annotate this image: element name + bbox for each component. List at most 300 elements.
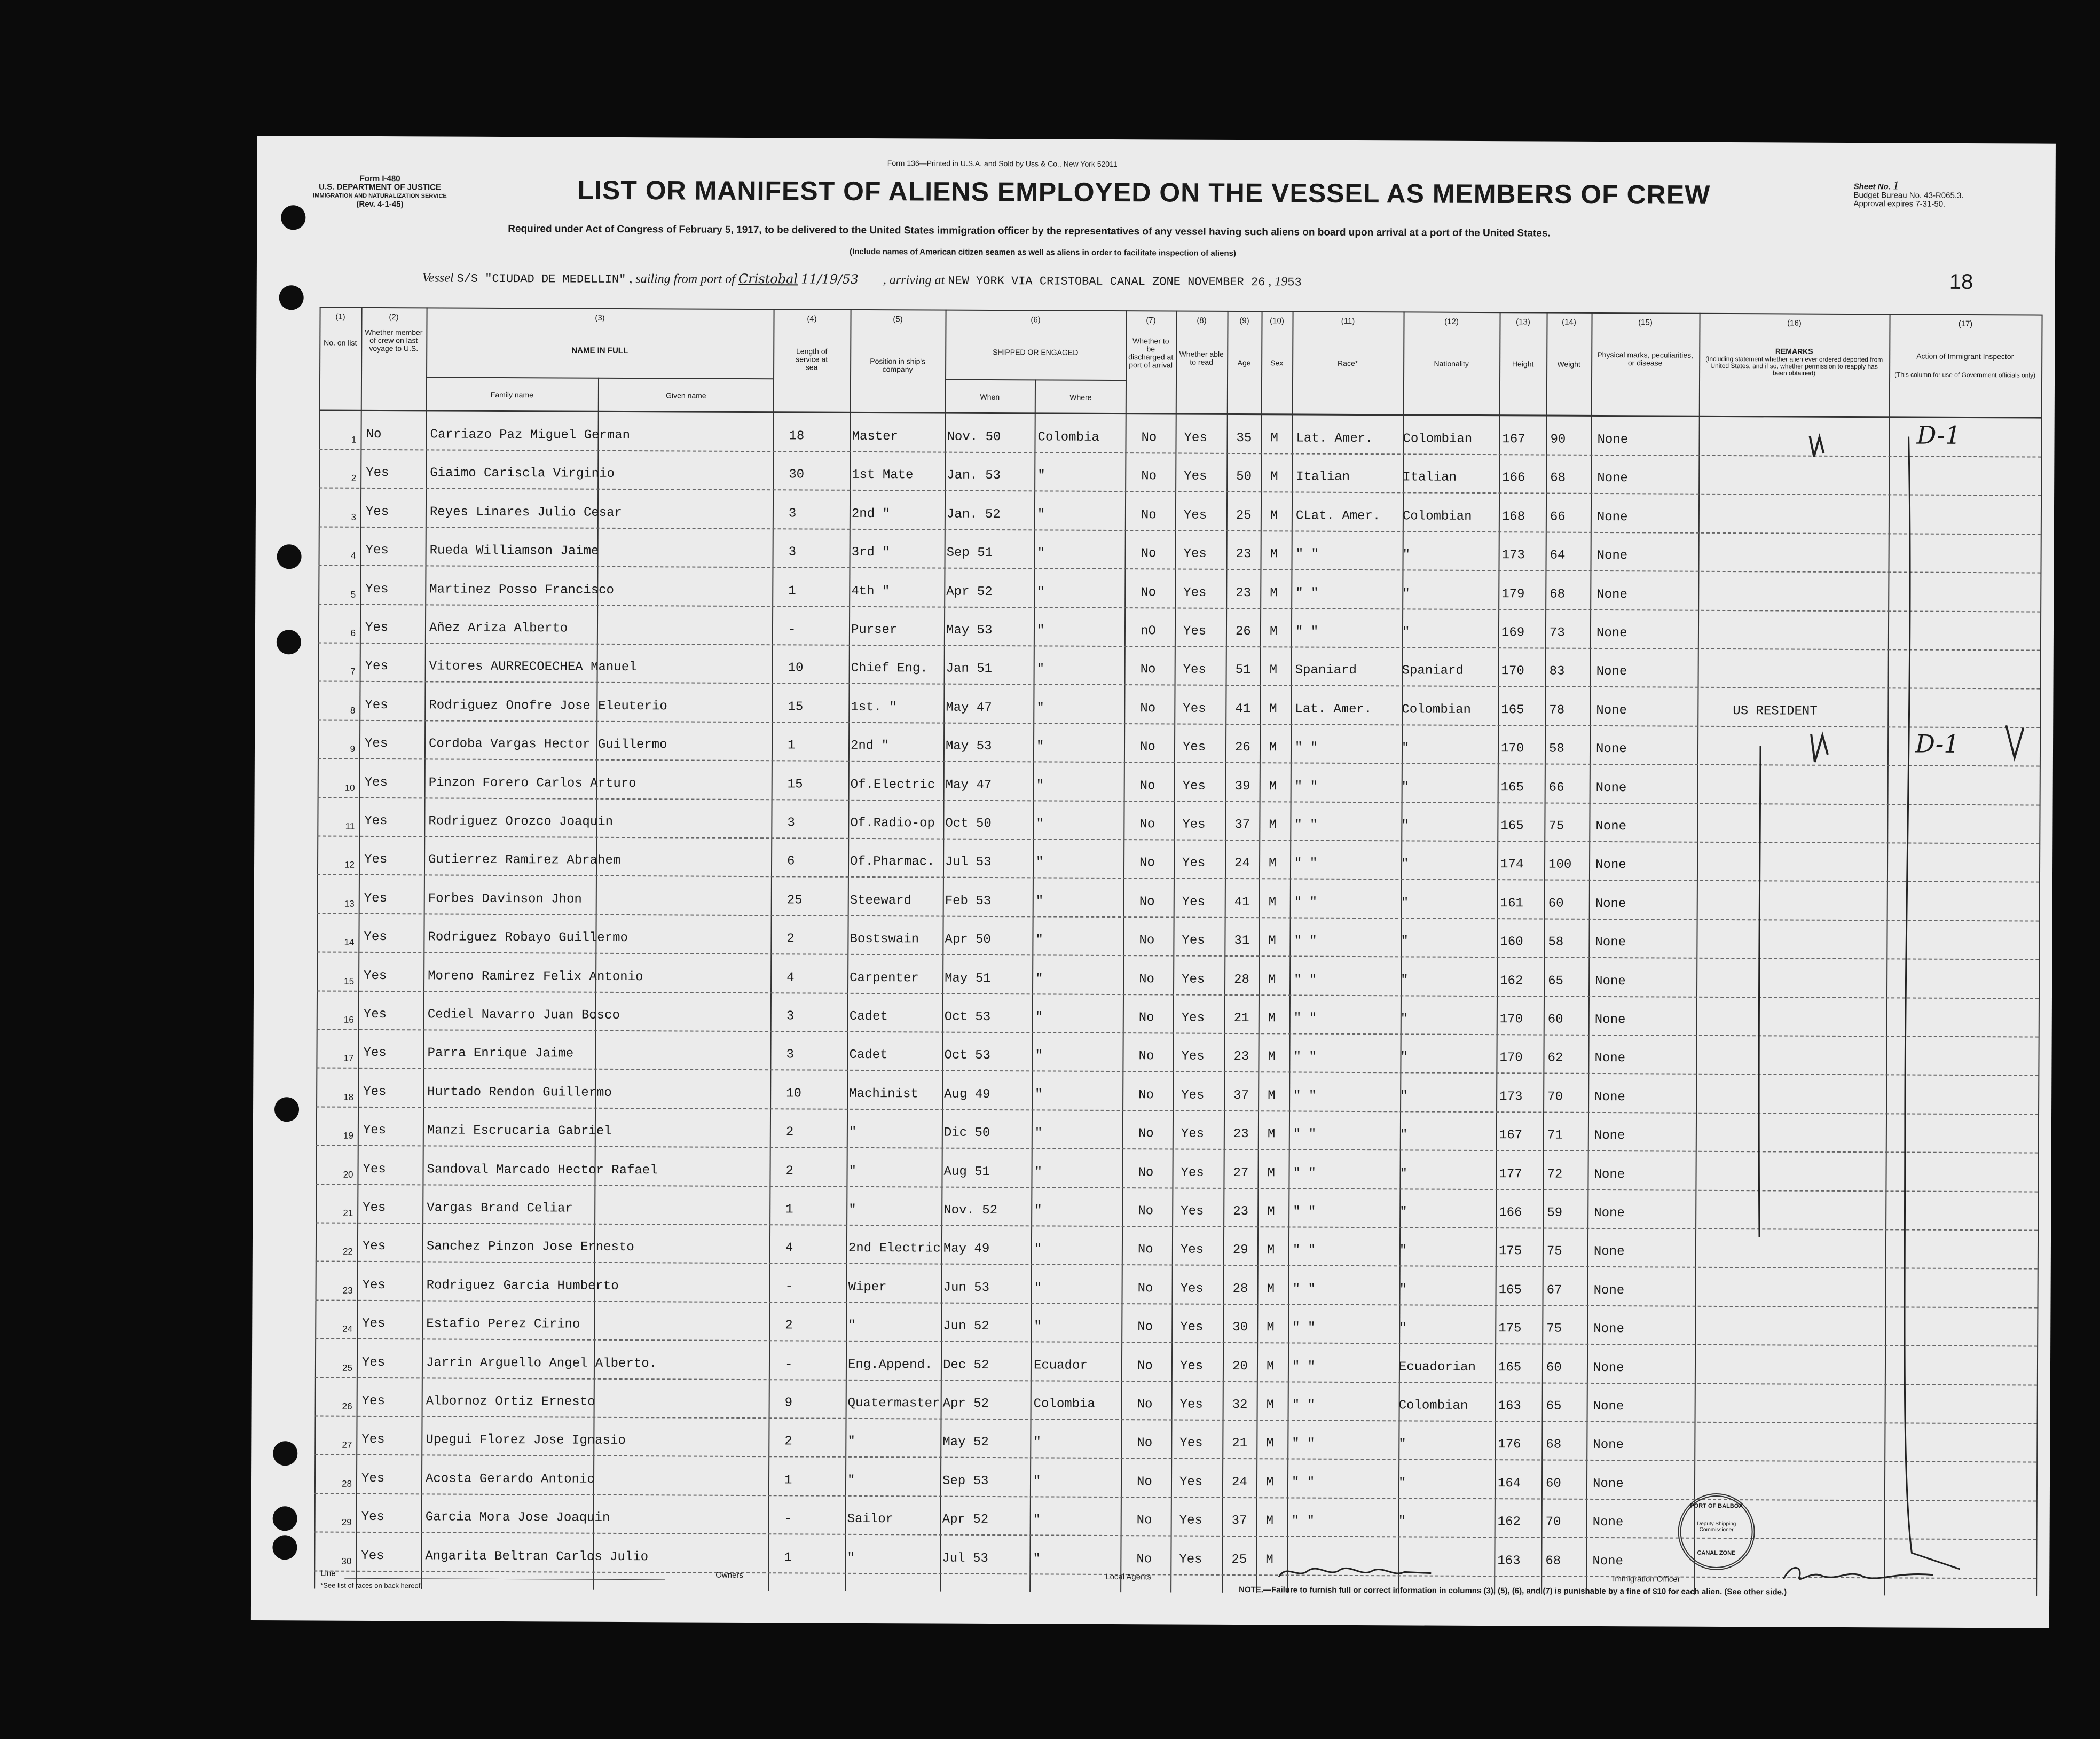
cell-age: 50 (1236, 469, 1252, 484)
manifest-sheet (251, 136, 2056, 1628)
cell-service: 3 (787, 816, 795, 831)
cell-sex: M (1266, 1398, 1275, 1413)
cell-discharged: No (1139, 856, 1155, 871)
cell-nationality: " (1399, 1282, 1407, 1297)
vessel-name: S/S "CIUDAD DE MEDELLIN" (457, 272, 626, 287)
cell-race: CLat. Amer. (1295, 508, 1381, 523)
cell-marks: None (1595, 780, 1627, 795)
page-title: LIST OR MANIFEST OF ALIENS EMPLOYED ON THE VESSEL AS MEMBERS OF CREW (577, 175, 1711, 210)
cell-when: Sep 53 (942, 1474, 989, 1489)
cell-height: 165 (1500, 780, 1524, 795)
punch-hole (277, 630, 301, 654)
officer-signature (1778, 1560, 1938, 1587)
cell-read: Yes (1183, 508, 1207, 523)
cell-where: " (1033, 1474, 1041, 1489)
row-number: 23 (342, 1285, 353, 1296)
cell-marks: None (1594, 1012, 1626, 1028)
cell-race: " " (1292, 1320, 1316, 1335)
cell-position: Quatermaster (847, 1396, 940, 1411)
cell-read: Yes (1184, 430, 1207, 445)
cell-discharged: No (1139, 778, 1155, 793)
cell-discharged: No (1137, 1358, 1153, 1373)
cell-service: 25 (786, 893, 803, 908)
row-number: 21 (343, 1208, 353, 1218)
cell-discharged: No (1139, 933, 1155, 948)
cell-discharged: No (1137, 1436, 1153, 1451)
cell-race: " " (1294, 973, 1317, 988)
cell-sex: M (1267, 1204, 1275, 1219)
cell-where: " (1035, 1010, 1043, 1025)
cell-when: May 52 (942, 1435, 989, 1450)
cell-discharged: No (1137, 1242, 1153, 1257)
budget-bureau: Budget Bureau No. 43-R065.3. (1853, 191, 1964, 200)
cell-where: " (1033, 1551, 1041, 1566)
cell-nationality: " (1400, 1050, 1408, 1065)
cell-race: " " (1292, 1398, 1315, 1413)
cell-when: Nov. 50 (947, 429, 1001, 445)
cell-weight: 60 (1546, 1360, 1562, 1375)
cell-weight: 71 (1547, 1128, 1563, 1143)
cell-service: - (784, 1511, 792, 1526)
cell-read: Yes (1180, 1320, 1204, 1335)
cell-sex: M (1270, 508, 1278, 523)
row-number: 8 (350, 705, 356, 716)
cell-last: Yes (361, 1355, 386, 1370)
cell-marks: None (1596, 549, 1628, 563)
row-number: 14 (344, 937, 355, 947)
cell-race: " " (1291, 1514, 1315, 1529)
cell-last: Yes (361, 1432, 385, 1447)
col-num-5: (5) (893, 315, 903, 324)
cell-marks: None (1593, 1322, 1624, 1337)
cell-marks: None (1594, 1129, 1625, 1143)
cell-where: " (1036, 739, 1044, 754)
cell-service: 3 (786, 1009, 795, 1024)
cell-weight: 59 (1547, 1205, 1563, 1220)
row-number: 12 (344, 860, 355, 871)
cell-when: May 53 (945, 739, 992, 754)
cell-read: Yes (1181, 1204, 1204, 1219)
cell-marks: None (1595, 858, 1626, 873)
cell-race: " " (1295, 624, 1319, 639)
cell-sex: M (1267, 1320, 1275, 1335)
cell-sex: M (1270, 547, 1278, 562)
form-identification (294, 174, 465, 209)
name-subheader-rule (426, 377, 773, 379)
cell-read: Yes (1180, 1281, 1204, 1296)
cell-weight: 70 (1547, 1090, 1563, 1104)
cell-where: " (1037, 468, 1045, 483)
col-head-age: Age (1237, 358, 1251, 367)
cell-discharged: No (1137, 1281, 1153, 1296)
cell-marks: None (1595, 974, 1626, 989)
row-number: 24 (342, 1323, 353, 1334)
cell-where: Colombia (1037, 430, 1099, 445)
service: IMMIGRATION AND NATURALIZATION SERVICE (313, 192, 447, 200)
cell-name: Gutierrez Ramirez Abrahem (428, 852, 621, 868)
cell-height: 168 (1501, 509, 1525, 524)
col-head-action-sub: (This column for use of Government officials only) (1894, 371, 2036, 379)
cell-service: 2 (786, 931, 795, 946)
cell-discharged: No (1136, 1513, 1152, 1528)
cell-name: Rueda Williamson Jaime (429, 543, 599, 559)
col-head-race: Race* (1338, 358, 1358, 367)
cell-nationality: " (1401, 857, 1409, 872)
cell-race: " " (1294, 934, 1317, 949)
cell-height: 174 (1500, 857, 1524, 872)
cell-read: Yes (1182, 895, 1206, 910)
cell-read: Yes (1179, 1359, 1204, 1374)
cell-service: 2 (784, 1434, 792, 1449)
cell-when: Dic 50 (943, 1125, 990, 1141)
cell-when: Oct 53 (944, 1048, 990, 1063)
cell-discharged: No (1138, 1126, 1154, 1141)
cell-height: 179 (1501, 586, 1525, 601)
year-prefix: , 19 (1268, 275, 1288, 289)
cell-weight: 75 (1546, 1321, 1562, 1336)
cell-name: Manzi Escrucaria Gabriel (427, 1123, 612, 1139)
cell-weight: 60 (1547, 1012, 1563, 1027)
cell-position: 4th " (851, 584, 890, 599)
cell-service: 6 (787, 854, 795, 869)
cell-when: Nov. 52 (943, 1203, 998, 1218)
cell-height: 165 (1498, 1360, 1522, 1375)
col-num-4: (4) (807, 314, 817, 324)
cell-when: Dec 52 (942, 1358, 989, 1373)
row-number: 7 (350, 667, 356, 677)
cell-age: 31 (1234, 934, 1250, 949)
cell-nationality: " (1399, 1243, 1407, 1258)
cell-service: 15 (788, 700, 804, 715)
cell-sex: M (1269, 779, 1277, 794)
cell-name: Rodriguez Robayo Guillermo (428, 930, 628, 946)
cell-weight: 60 (1545, 1476, 1561, 1491)
cell-marks: None (1595, 742, 1627, 757)
cell-height: 165 (1501, 702, 1524, 718)
cell-when: Jan. 52 (946, 507, 1001, 522)
cell-read: Yes (1183, 546, 1207, 561)
cell-service: 4 (786, 970, 795, 985)
cell-when: Jan 51 (946, 662, 993, 677)
cell-where: " (1033, 1513, 1041, 1528)
cell-sex: M (1268, 895, 1277, 910)
cell-last: Yes (364, 775, 388, 790)
col-head-no: No. on list (324, 338, 357, 347)
cell-position: Of.Pharmac. (850, 855, 935, 870)
race-footnote: *See list of races on back hereof. (320, 1581, 422, 1590)
stamp-line: PORT OF BALBOA (1690, 1502, 1743, 1510)
cell-age: 41 (1235, 701, 1251, 716)
cell-where: " (1035, 971, 1043, 986)
cell-sex: M (1265, 1552, 1273, 1567)
cell-position: 1st Mate (852, 468, 914, 483)
cell-last: Yes (361, 1471, 385, 1486)
cell-weight: 90 (1550, 432, 1566, 447)
cell-nationality: Colombian (1402, 509, 1472, 524)
col-head-remarks-sub: (Including statement whether alien ever ordered deported from United States, and if so, whether permission to reapply has been obtained) (1705, 355, 1883, 377)
cell-race: " " (1293, 1166, 1316, 1181)
col-num-15: (15) (1638, 318, 1653, 327)
cell-when: Apr 52 (942, 1512, 989, 1528)
cell-age: 25 (1236, 508, 1252, 523)
cell-last: Yes (363, 1123, 387, 1138)
cell-where: " (1037, 507, 1045, 522)
cell-where: " (1036, 817, 1044, 832)
cell-marks: None (1596, 625, 1627, 641)
cell-height: 161 (1500, 896, 1524, 911)
cell-read: Yes (1179, 1436, 1203, 1451)
inspector-mark: D-1 (1915, 729, 1960, 758)
cell-name: Rodriguez Garcia Humberto (426, 1278, 619, 1294)
cell-discharged: No (1141, 508, 1157, 523)
cell-last: Yes (363, 1162, 386, 1177)
col-head-position: Position in ship's company (870, 357, 926, 374)
cell-weight: 64 (1550, 548, 1566, 563)
sheet-label: Sheet No. (1853, 182, 1891, 192)
cell-read: Yes (1181, 1010, 1205, 1025)
row-number: 5 (350, 589, 356, 600)
cell-position: 2nd Electric (848, 1241, 941, 1256)
row-number: 1 (351, 434, 357, 445)
cell-marks: None (1593, 1283, 1625, 1298)
row-number: 27 (342, 1440, 352, 1451)
inspector-mark: D-1 (1916, 420, 1961, 450)
cell-where: " (1036, 623, 1045, 638)
cell-age: 35 (1236, 431, 1252, 446)
row-number: 4 (351, 550, 356, 561)
cell-race: Spaniard (1295, 663, 1357, 678)
col-num-10: (10) (1270, 316, 1284, 326)
cell-age: 26 (1235, 624, 1251, 639)
cell-weight: 66 (1550, 510, 1566, 524)
cell-service: 2 (785, 1125, 794, 1140)
cell-name: Cordoba Vargas Hector Guillermo (428, 737, 667, 753)
cell-service: 30 (789, 467, 805, 482)
cell-name: Rodriguez Onofre Jose Eleuterio (429, 698, 667, 714)
cell-name: Garcia Mora Jose Joaquin (425, 1510, 610, 1526)
cell-weight: 83 (1549, 664, 1565, 679)
col-num-6: (6) (1031, 315, 1041, 325)
cell-marks: None (1593, 1399, 1624, 1414)
cell-nationality: " (1399, 1166, 1408, 1181)
cell-service: 1 (784, 1473, 792, 1488)
cell-where: " (1036, 778, 1044, 793)
cell-age: 24 (1231, 1475, 1247, 1490)
cell-height: 177 (1499, 1166, 1522, 1181)
cell-height: 167 (1499, 1128, 1523, 1143)
cell-where: " (1036, 662, 1045, 677)
cell-marks: None (1594, 1051, 1626, 1066)
cell-marks: None (1596, 587, 1627, 602)
cell-name: Albornoz Ortiz Ernesto (426, 1394, 595, 1409)
cell-discharged: No (1139, 895, 1155, 910)
cell-race: " " (1292, 1243, 1316, 1258)
cell-marks: None (1595, 819, 1627, 834)
sheet-number: 1 (1892, 179, 1900, 192)
cell-discharged: No (1137, 1320, 1153, 1335)
cell-last: Yes (361, 1393, 385, 1409)
cell-age: 21 (1232, 1436, 1248, 1451)
cell-discharged: No (1138, 1088, 1154, 1103)
cell-height: 166 (1499, 1205, 1522, 1220)
cell-position: 2nd " (851, 506, 890, 521)
cell-remarks: US RESIDENT (1733, 703, 1818, 719)
cell-nationality: " (1401, 779, 1410, 795)
cell-age: 21 (1233, 1010, 1249, 1026)
cell-sex: M (1268, 1049, 1276, 1064)
row-number: 13 (344, 898, 355, 909)
cell-nationality: Colombian (1403, 432, 1473, 446)
cell-weight: 78 (1549, 703, 1565, 718)
cell-name: Cediel Navarro Juan Bosco (427, 1007, 620, 1023)
cell-service: 10 (788, 661, 804, 676)
cell-marks: None (1596, 664, 1627, 679)
required-statement: Required under Act of Congress of February 5, 1917, to be delivered to the United States immigration officer by the representatives of any vessel having such aliens on board upon arrival at a port of the United States. (508, 223, 1551, 239)
cell-where: " (1036, 701, 1044, 716)
cell-name: Upegui Florez Jose Ignasio (426, 1432, 626, 1448)
col-num-8: (8) (1197, 316, 1207, 325)
cell-sex: M (1267, 1243, 1275, 1258)
cell-read: Yes (1182, 779, 1206, 794)
cell-name: Forbes Davinson Jhon (428, 891, 582, 907)
punch-hole (273, 1506, 297, 1531)
cell-position: Bostswain (850, 932, 919, 947)
col-head-shipped: SHIPPED OR ENGAGED (993, 348, 1079, 357)
cell-discharged: No (1138, 1010, 1154, 1025)
cell-when: Oct 53 (944, 1009, 991, 1025)
cell-sex: M (1269, 663, 1278, 678)
cell-height: 176 (1498, 1437, 1521, 1452)
cell-sex: M (1269, 856, 1277, 871)
cell-last: Yes (366, 466, 389, 481)
cell-read: Yes (1179, 1552, 1202, 1567)
arriving-port: NEW YORK VIA CRISTOBAL CANAL ZONE NOVEMBER 26 (948, 274, 1265, 289)
row-number: 10 (344, 782, 355, 793)
cell-read: Yes (1181, 1049, 1205, 1064)
cell-marks: None (1592, 1554, 1624, 1569)
cell-nationality: " (1399, 1205, 1407, 1220)
cell-last: Yes (363, 1007, 387, 1022)
cell-position: " (847, 1435, 855, 1450)
cell-nationality: " (1399, 1127, 1408, 1142)
cell-where: " (1035, 1087, 1043, 1102)
cell-race: " " (1292, 1436, 1315, 1452)
cell-where: " (1034, 1281, 1042, 1296)
cell-sex: M (1267, 1127, 1276, 1142)
cell-height: 163 (1497, 1553, 1521, 1568)
col-num-9: (9) (1239, 316, 1249, 326)
cell-race: " " (1294, 895, 1318, 910)
row-number: 11 (345, 821, 355, 832)
include-statement: (Include names of American citizen seamen as well as aliens in order to facilitate inspection of aliens) (850, 247, 1236, 258)
line-label: Line (320, 1569, 336, 1578)
cell-discharged: No (1138, 1204, 1154, 1219)
punch-hole (273, 1441, 297, 1466)
cell-service: 18 (789, 429, 805, 444)
approval-expiry: Approval expires 7-31-50. (1853, 199, 1946, 209)
cell-position: " (848, 1125, 857, 1140)
cell-age: 39 (1234, 779, 1250, 794)
cell-service: 9 (784, 1396, 793, 1411)
cell-discharged: No (1137, 1397, 1153, 1412)
cell-sex: M (1270, 585, 1278, 600)
cell-when: Sep 51 (946, 545, 993, 561)
cell-marks: None (1593, 1244, 1625, 1259)
cell-race: " " (1293, 1011, 1317, 1026)
cell-sex: M (1267, 1165, 1276, 1180)
col-head-last-voyage: Whether member of crew on last voyage to U.S. (365, 327, 423, 353)
cell-last: Yes (362, 1317, 386, 1331)
port-stamp (1678, 1493, 1755, 1571)
cell-nationality: " (1398, 1514, 1406, 1529)
cell-read: Yes (1183, 701, 1206, 716)
col-head-physical: Physical marks, peculiarities, or disease (1597, 350, 1694, 367)
cell-position: 1st. " (851, 700, 897, 715)
cell-height: 167 (1502, 432, 1525, 447)
revision: (Rev. 4-1-45) (356, 199, 404, 209)
cell-when: Apr 50 (945, 932, 991, 947)
cell-service: 3 (786, 1047, 794, 1062)
cell-where: Ecuador (1033, 1358, 1088, 1373)
cell-height: 175 (1498, 1244, 1522, 1259)
row-number: 15 (344, 976, 355, 986)
col-num-14: (14) (1562, 317, 1576, 327)
cell-discharged: No (1140, 662, 1156, 677)
agent-signature (1276, 1561, 1436, 1583)
sailing-date: 11/19/53 (801, 271, 859, 287)
cell-weight: 72 (1547, 1167, 1563, 1182)
owners-label: Owners (715, 1570, 743, 1580)
cell-age: 26 (1234, 740, 1250, 755)
sailing-label: , sailing from port of (629, 272, 735, 286)
cell-name: Giaimo Cariscla Virginio (430, 466, 615, 482)
cell-name: Pinzon Forero Carlos Arturo (428, 776, 636, 791)
cell-read: Yes (1181, 1088, 1205, 1103)
cell-last: Yes (365, 620, 389, 636)
row-number: 17 (343, 1053, 354, 1064)
cell-nationality: " (1401, 896, 1409, 911)
row-number: 18 (343, 1092, 354, 1102)
row-number: 16 (343, 1014, 354, 1025)
cell-marks: None (1593, 1360, 1624, 1375)
cell-read: Yes (1182, 740, 1206, 755)
cell-discharged: No (1141, 469, 1157, 484)
cell-position: Steeward (850, 893, 912, 908)
cell-where: " (1034, 1319, 1042, 1334)
cell-marks: None (1592, 1515, 1624, 1530)
cell-service: 1 (787, 738, 796, 753)
cell-nationality: " (1401, 934, 1409, 949)
cell-when: Aug 51 (943, 1164, 990, 1179)
cell-last: Yes (365, 659, 388, 674)
cell-marks: None (1596, 510, 1628, 525)
cell-discharged: No (1141, 430, 1157, 445)
cell-last: Yes (364, 930, 387, 945)
col-head-given-name: Given name (666, 391, 706, 400)
col-head-remarks: REMARKS (1775, 347, 1813, 356)
cell-when: Feb 53 (945, 894, 992, 908)
cell-weight: 70 (1545, 1515, 1561, 1530)
cell-where: Colombia (1033, 1397, 1095, 1412)
cell-when: Jan. 53 (947, 468, 1001, 483)
row-number: 25 (342, 1362, 352, 1373)
cell-sex: M (1269, 624, 1278, 639)
cell-weight: 62 (1547, 1051, 1563, 1066)
cell-last: Yes (364, 968, 387, 983)
cell-where: " (1036, 855, 1044, 870)
cell-position: Eng.Append. (847, 1357, 933, 1373)
cell-weight: 75 (1546, 1244, 1562, 1259)
